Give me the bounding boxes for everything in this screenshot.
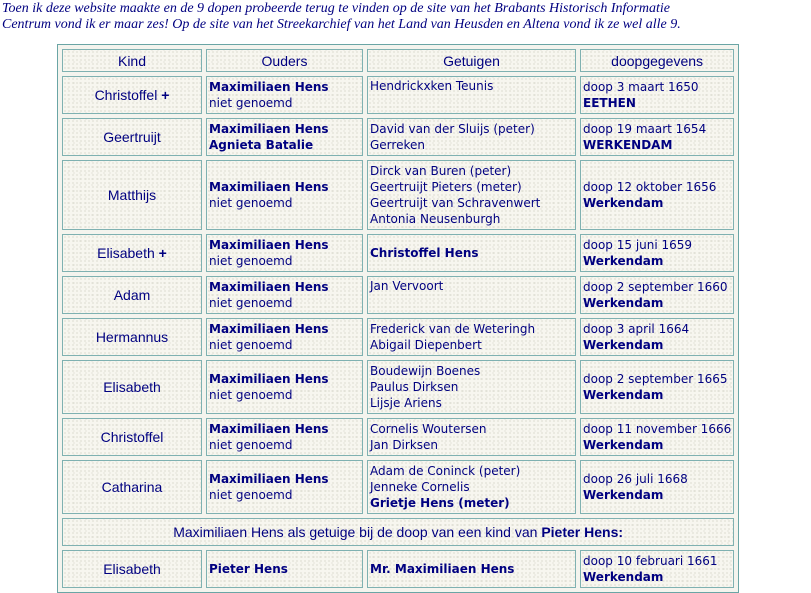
kind-cell bbox=[62, 76, 202, 114]
baptism-cell bbox=[580, 234, 734, 272]
baptism-cell bbox=[580, 76, 734, 114]
kind-name: Adam bbox=[113, 287, 151, 303]
kind-cell bbox=[62, 234, 202, 272]
baptism-date: doop 2 september 1665 bbox=[583, 372, 728, 386]
table-row bbox=[62, 76, 734, 114]
kind-cell bbox=[62, 276, 202, 314]
header-kind: Kind bbox=[62, 49, 202, 72]
intro-line-2: Centrum vond ik er maar zes! Op de site van het Streekarchief van het Land van Heusden en Altena vond ik ze wel alle 9. bbox=[2, 17, 681, 32]
mother-name: niet genoemd bbox=[209, 96, 293, 110]
baptism-place: Werkendam bbox=[583, 296, 664, 310]
parents-cell bbox=[206, 160, 363, 230]
witnesses-cell-highlighted bbox=[367, 460, 576, 514]
father-name: Maximiliaen Hens bbox=[209, 80, 329, 94]
witness-name: Jan Vervoort bbox=[370, 279, 444, 293]
baptism-cell bbox=[580, 550, 734, 588]
baptism-date: doop 3 maart 1650 bbox=[583, 80, 699, 94]
baptism-place: EETHEN bbox=[583, 96, 636, 110]
witnesses-cell bbox=[367, 160, 576, 230]
baptism-date: doop 10 februari 1661 bbox=[583, 554, 718, 568]
witness-name: Geertruijt Pieters (meter) bbox=[370, 180, 522, 194]
mother-name: Agnieta Batalie bbox=[209, 138, 314, 152]
witness-name: Dirck van Buren (peter) bbox=[370, 164, 512, 178]
parents-cell bbox=[206, 234, 363, 272]
father-name: Maximiliaen Hens bbox=[209, 422, 329, 436]
witnesses-cell-highlighted bbox=[367, 550, 576, 588]
kind-cell bbox=[62, 360, 202, 414]
table-row bbox=[62, 550, 734, 588]
baptism-place: Werkendam bbox=[583, 570, 664, 584]
header-getuigen: Getuigen bbox=[367, 49, 576, 72]
parents-cell bbox=[206, 276, 363, 314]
parents-cell bbox=[206, 318, 363, 356]
mother-name: niet genoemd bbox=[209, 338, 293, 352]
witness-name: Jan Dirksen bbox=[370, 438, 439, 452]
baptism-date: doop 12 oktober 1656 bbox=[583, 180, 717, 194]
witness-name: Mr. Maximiliaen Hens bbox=[370, 562, 515, 576]
witness-name: Hendrickxken Teunis bbox=[370, 79, 494, 93]
father-name: Maximiliaen Hens bbox=[209, 280, 329, 294]
witnesses-cell bbox=[367, 318, 576, 356]
intro-line-1: Toen ik deze website maakte en de 9 dopen probeerde terug te vinden op de site van het Brabants Historisch Informatie bbox=[2, 1, 670, 16]
header-row bbox=[62, 49, 734, 72]
mother-name: niet genoemd bbox=[209, 488, 293, 502]
baptism-cell bbox=[580, 118, 734, 156]
kind-cell bbox=[62, 160, 202, 230]
baptism-cell bbox=[580, 460, 734, 514]
witness-name: Cornelis Woutersen bbox=[370, 422, 487, 436]
witnesses-cell bbox=[367, 418, 576, 456]
witness-name: Geertruijt van Schravenwert bbox=[370, 196, 541, 210]
baptism-cell bbox=[580, 160, 734, 230]
section-text: Maximiliaen Hens als getuige bij de doop van een kind van bbox=[173, 524, 542, 540]
father-name: Maximiliaen Hens bbox=[209, 238, 329, 252]
kind-cell bbox=[62, 418, 202, 456]
baptism-cell bbox=[580, 360, 734, 414]
table-row bbox=[62, 234, 734, 272]
mother-name: niet genoemd bbox=[209, 196, 293, 210]
kind-cell bbox=[62, 318, 202, 356]
witness-name: Jenneke Cornelis bbox=[370, 480, 470, 494]
kind-cell bbox=[62, 460, 202, 514]
father-name: Maximiliaen Hens bbox=[209, 180, 329, 194]
witness-name: Adam de Coninck (peter) bbox=[370, 464, 521, 478]
header-doopgegevens: doopgegevens bbox=[580, 49, 734, 72]
header-ouders: Ouders bbox=[206, 49, 363, 72]
table-row bbox=[62, 460, 734, 514]
witness-name: Frederick van de Weteringh bbox=[370, 322, 536, 336]
witness-name: Grietje Hens (meter) bbox=[370, 496, 510, 510]
kind-name: Hermannus bbox=[95, 329, 169, 345]
father-name: Maximiliaen Hens bbox=[209, 122, 329, 136]
father-name: Maximiliaen Hens bbox=[209, 322, 329, 336]
baptism-cell bbox=[580, 318, 734, 356]
witness-name: Antonia Neusenburgh bbox=[370, 212, 501, 226]
baptism-place: WERKENDAM bbox=[583, 138, 673, 152]
kind-cell bbox=[62, 550, 202, 588]
witnesses-cell-highlighted bbox=[367, 234, 576, 272]
table-row bbox=[62, 418, 734, 456]
deceased-cross-icon: + bbox=[161, 87, 170, 103]
father-name: Maximiliaen Hens bbox=[209, 472, 329, 486]
kind-cell bbox=[62, 118, 202, 156]
kind-name: Geertruijt bbox=[103, 129, 161, 145]
father-name: Pieter Hens bbox=[209, 562, 288, 576]
witnesses-cell bbox=[367, 276, 576, 314]
witness-name: Lijsje Ariens bbox=[370, 396, 442, 410]
section-name: Pieter Hens: bbox=[541, 524, 624, 540]
parents-cell bbox=[206, 76, 363, 114]
baptism-date: doop 19 maart 1654 bbox=[583, 122, 707, 136]
section-row bbox=[62, 518, 734, 546]
witness-name: Boudewijn Boenes bbox=[370, 364, 481, 378]
table-row bbox=[62, 160, 734, 230]
kind-name: Elisabeth bbox=[103, 561, 161, 577]
baptism-date: doop 3 april 1664 bbox=[583, 322, 690, 336]
parents-cell-highlighted bbox=[206, 550, 363, 588]
baptism-date: doop 26 juli 1668 bbox=[583, 472, 688, 486]
witnesses-cell bbox=[367, 76, 576, 114]
parents-cell bbox=[206, 460, 363, 514]
intro-text bbox=[0, 1, 811, 33]
witnesses-cell bbox=[367, 118, 576, 156]
deceased-cross-icon: + bbox=[158, 245, 167, 261]
parents-cell bbox=[206, 418, 363, 456]
witness-name: Paulus Dirksen bbox=[370, 380, 459, 394]
baptism-place: Werkendam bbox=[583, 254, 664, 268]
section-heading bbox=[62, 518, 734, 546]
parents-cell bbox=[206, 118, 363, 156]
kind-name: Matthijs bbox=[107, 187, 157, 203]
baptism-place: Werkendam bbox=[583, 488, 664, 502]
mother-name: niet genoemd bbox=[209, 438, 293, 452]
baptism-table bbox=[57, 44, 739, 593]
table-row bbox=[62, 360, 734, 414]
father-name: Maximiliaen Hens bbox=[209, 372, 329, 386]
witness-name: Gerreken bbox=[370, 138, 425, 152]
kind-name: Elisabeth bbox=[97, 245, 155, 261]
mother-name: niet genoemd bbox=[209, 388, 293, 402]
baptism-date: doop 15 juni 1659 bbox=[583, 238, 693, 252]
witness-name: Christoffel Hens bbox=[370, 246, 479, 260]
witness-name: Abigail Diepenbert bbox=[370, 338, 482, 352]
witness-name: David van der Sluijs (peter) bbox=[370, 122, 535, 136]
baptism-place: Werkendam bbox=[583, 438, 664, 452]
mother-name: niet genoemd bbox=[209, 296, 293, 310]
table-row bbox=[62, 276, 734, 314]
kind-name: Christoffel bbox=[94, 87, 158, 103]
baptism-cell bbox=[580, 418, 734, 456]
baptism-place: Werkendam bbox=[583, 338, 664, 352]
mother-name: niet genoemd bbox=[209, 254, 293, 268]
baptism-cell bbox=[580, 276, 734, 314]
baptism-date: doop 2 september 1660 bbox=[583, 280, 728, 294]
table-row bbox=[62, 318, 734, 356]
baptism-place: Werkendam bbox=[583, 196, 664, 210]
table-row bbox=[62, 118, 734, 156]
baptism-date: doop 11 november 1666 bbox=[583, 422, 732, 436]
kind-name: Catharina bbox=[101, 479, 163, 495]
kind-name: Elisabeth bbox=[103, 379, 161, 395]
witnesses-cell bbox=[367, 360, 576, 414]
kind-name: Christoffel bbox=[100, 429, 164, 445]
parents-cell bbox=[206, 360, 363, 414]
baptism-place: Werkendam bbox=[583, 388, 664, 402]
